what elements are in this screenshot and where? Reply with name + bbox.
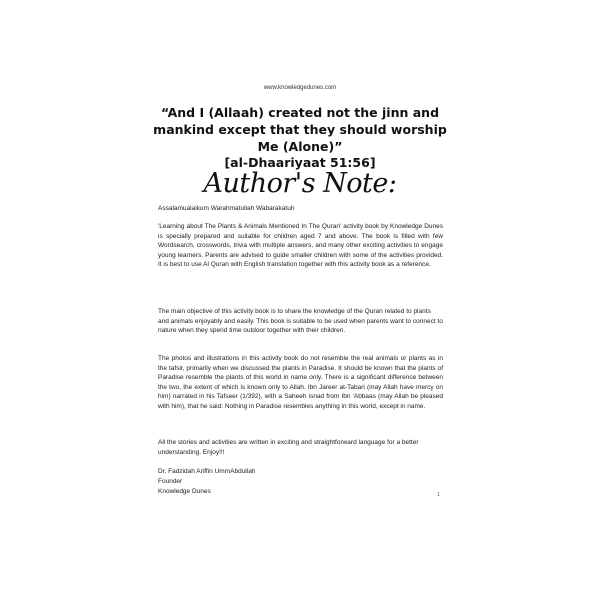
paragraph-objective: The main objective of this activity book is to share the knowledge of the Quran related to plants and animals enjoyably and easily. This book is suitable to be used when parents want to connect to nature when they spend time outdoor together with their children. bbox=[158, 308, 443, 334]
paragraph-intro: 'Learning about The Plants & Animals Mentioned In The Quran' activity book by Knowledge Dunes is specially prepared and suitable for children aged 7 and above. The book is filled with few Wordsearch, crosswords, trivia with multiple answers, and many other exciting activities to engage young learners. Parents are advised to guide smaller children with some of the activities provided. It is best to use Al Quran with English translation together with this activity book as a reference. bbox=[158, 223, 443, 268]
quran-quote: “And I (Allaah) created not the jinn and mankind except that they should worship Me (Alone)” bbox=[153, 105, 447, 154]
website-url: www.knowledgedunes.com bbox=[263, 85, 337, 91]
signature-block bbox=[158, 467, 443, 496]
authors-note-title: Author's Note: bbox=[203, 168, 397, 199]
quote-reference: [al-Dhaariyaat 51:56] bbox=[224, 155, 376, 170]
author-name: Dr. Fadzidah Ariffin UmmAbdullah bbox=[158, 468, 256, 475]
page-number: 1 bbox=[437, 492, 440, 498]
paragraph-illustrations: The photos and illustrations in this activity book do not resemble the real animals or plants as in the tafsir, primarily when we discussed the plants in Paradise. It should be known that the plants of Paradise resemble the plants of this world in name only. There is a significant difference between the two, the extent of which is known only to Allah. Ibn Jareer at-Tabari (may Allah have mercy on him) narrated in his Tafseer (1/392), with a Saheeh isnad from Ibn 'Abbaas (may Allah be pleased with him), that he said: Nothing in Paradise resembles anything in this world, except in name. bbox=[158, 355, 443, 410]
author-org: Knowledge Dunes bbox=[158, 487, 211, 495]
salutation: Assalamualaikum Warahmatullah Wabarakatuh bbox=[158, 205, 295, 212]
author-role: Founder bbox=[158, 477, 183, 485]
paragraph-closing: All the stories and activities are written in exciting and straightforward language for a better understanding. Enjoy!!! bbox=[158, 439, 419, 456]
